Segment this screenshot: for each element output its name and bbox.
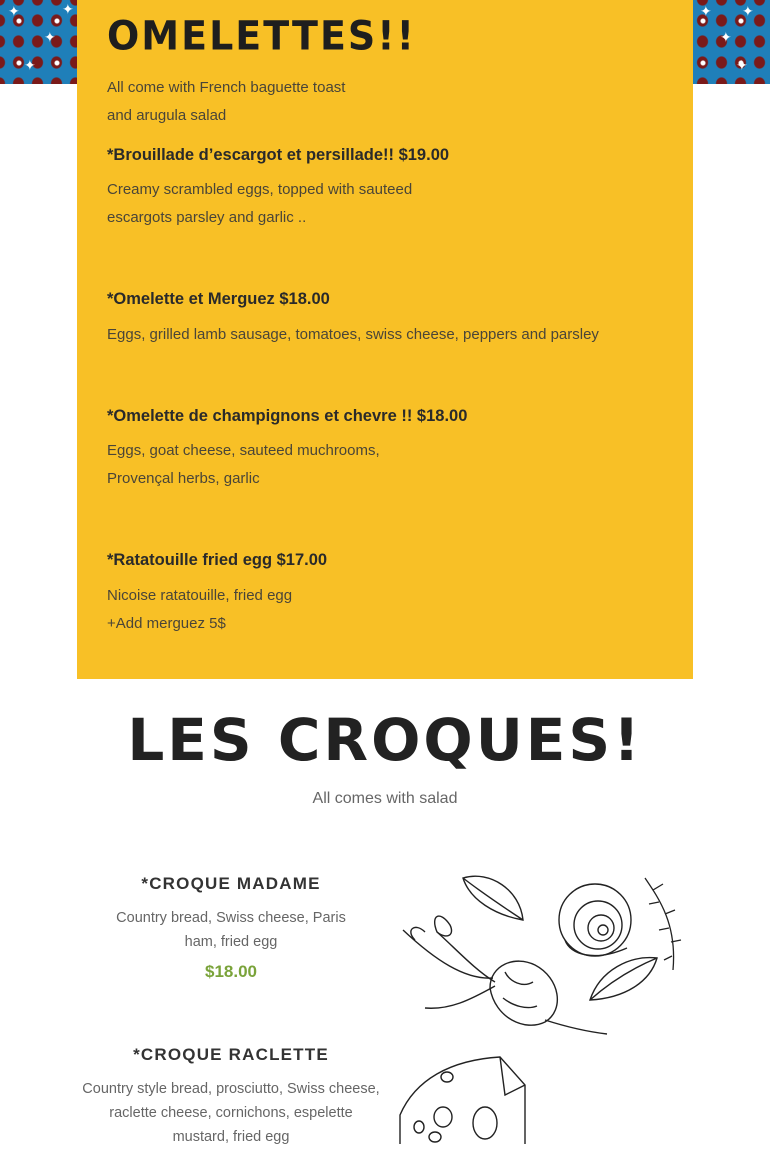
croques-subtitle: All comes with salad (312, 790, 458, 807)
menu-item-name: *Omelette de champignons et chevre !! $18.00 (107, 407, 468, 425)
fleur-motif-icon: ✦ (736, 58, 748, 74)
description-line: Creamy scrambled eggs, topped with sauteed (107, 181, 413, 198)
description-line: escargots parsley and garlic .. (107, 209, 307, 226)
croque-description-line: Country style bread, prosciutto, Swiss cheese, (82, 1081, 380, 1097)
description-line: Provençal herbs, garlic (107, 470, 260, 487)
croque-item (77, 1045, 385, 1149)
food-sketch-illustration (395, 870, 685, 1040)
menu-item-name: *Ratatouille fried egg $17.00 (107, 551, 328, 569)
croque-name: *CROQUE MADAME (141, 874, 321, 893)
croque-price: $18.00 (205, 962, 257, 981)
menu-item-name: *Omelette et Merguez $18.00 (107, 290, 330, 308)
description-line: Eggs, goat cheese, sauteed muchrooms, (107, 442, 380, 459)
fleur-motif-icon: ✦ (62, 2, 74, 18)
croque-name: *CROQUE RACLETTE (133, 1045, 329, 1064)
intro-line: and arugula salad (107, 107, 227, 124)
description-line: Nicoise ratatouille, fried egg (107, 587, 293, 604)
cheese-sketch-icon (400, 1057, 525, 1144)
croque-description-line: ham, fried egg (184, 934, 278, 950)
fleur-motif-icon: ✦ (8, 4, 20, 20)
fleur-motif-icon: ✦ (44, 30, 56, 46)
croque-description-line: raclette cheese, cornichons, espelette (109, 1105, 353, 1121)
menu-item-description (107, 176, 667, 232)
croques-title: LES CROQUES! (127, 706, 643, 774)
fleur-motif-icon: ✦ (24, 58, 36, 74)
croque-item (77, 874, 385, 982)
fleur-motif-icon: ✦ (742, 4, 754, 20)
herb-sprig-sketch-icon (645, 878, 681, 970)
leaf-sketch-icon (463, 876, 657, 1000)
fleur-motif-icon: ✦ (700, 4, 712, 20)
menu-item-description (107, 321, 667, 349)
croque-description-line: Country bread, Swiss cheese, Paris (116, 910, 346, 926)
intro-line: All come with French baguette toast (107, 79, 346, 96)
description-line: Eggs, grilled lamb sausage, tomatoes, swiss cheese, peppers and parsley (107, 326, 599, 343)
fleur-motif-icon: ✦ (720, 30, 732, 46)
description-line: +Add merguez 5$ (107, 615, 226, 632)
menu-item-name: *Brouillade d’escargot et persillade!! $19.00 (107, 146, 450, 164)
snail-sketch-icon (559, 884, 631, 956)
menu-item-description (107, 582, 667, 638)
omelettes-intro (107, 74, 527, 130)
cheese-sketch-illustration (395, 1055, 535, 1144)
omelettes-title: OMELETTES!! (107, 12, 416, 60)
menu-item-description (107, 437, 667, 493)
croque-description-line: mustard, fried egg (172, 1129, 290, 1145)
